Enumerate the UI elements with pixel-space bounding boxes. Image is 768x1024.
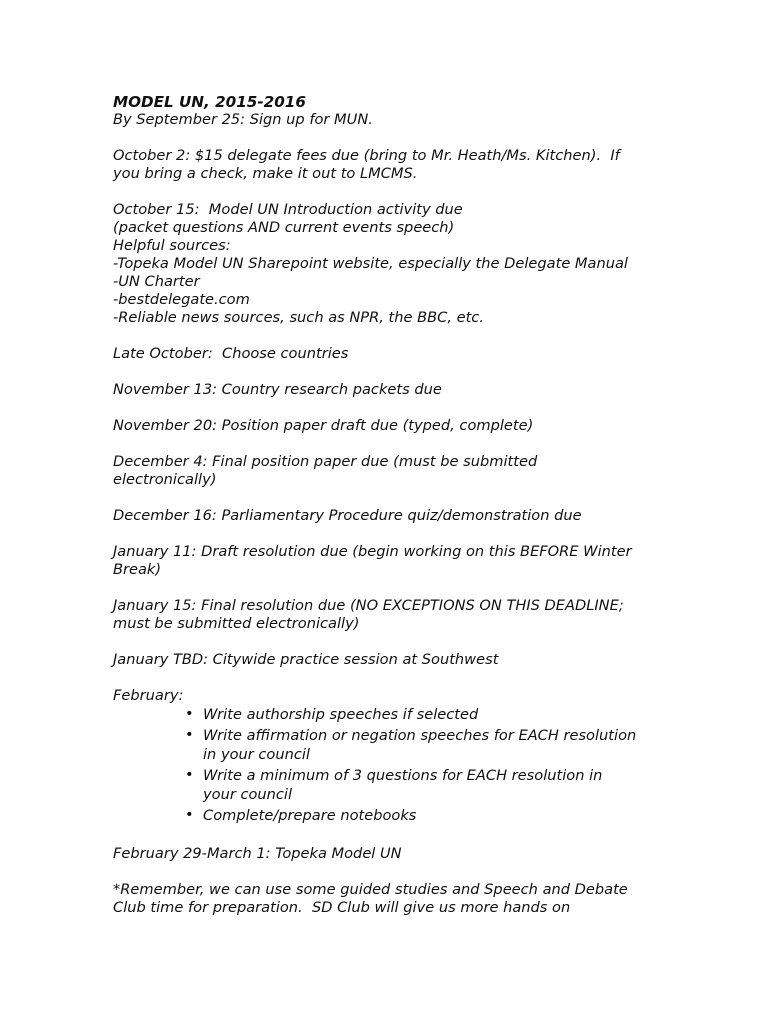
bullet-icon: • (185, 705, 194, 722)
final-resolution-line-1: January 15: Final resolution due (NO EXCEPTIONS ON THIS DEADLINE; (113, 597, 624, 614)
february-item-3-line-2: your council (203, 786, 293, 803)
bullet-icon: • (185, 766, 194, 783)
february-label: February: (113, 687, 184, 704)
draft-resolution-line-2: Break) (113, 561, 162, 578)
fees-entry (113, 147, 673, 183)
bullet-icon: • (185, 726, 194, 743)
remember-line-1: *Remember, we can use some guided studies and Speech and Debate (113, 881, 628, 898)
research-line: November 13: Country research packets due (113, 381, 442, 398)
intro-line-2: (packet questions AND current events speech) (113, 219, 455, 236)
citywide-line: January TBD: Citywide practice session at Southwest (113, 651, 499, 668)
list-item (113, 806, 673, 825)
intro-line-1: October 15: Model UN Introduction activity due (113, 201, 463, 218)
february-item-1-line-1: Write authorship speeches if selected (203, 706, 479, 723)
february-item-2-line-1: Write affirmation or negation speeches for EACH resolution (203, 727, 637, 744)
remember-line-2: Club time for preparation. SD Club will give us more hands on (113, 899, 571, 916)
fees-line-1: October 2: $15 delegate fees due (bring to Mr. Heath/Ms. Kitchen). If (113, 147, 620, 164)
draft-resolution-line-1: January 11: Draft resolution due (begin working on this BEFORE Winter (113, 543, 632, 560)
list-item (113, 726, 673, 764)
february-item-2-line-2: in your council (203, 746, 310, 763)
countries-line: Late October: Choose countries (113, 345, 349, 362)
intro-line-5: -UN Charter (113, 273, 200, 290)
document-title: MODEL UN, 2015-2016 (113, 93, 306, 111)
february-item-4-line-1: Complete/prepare notebooks (203, 807, 417, 824)
list-item (113, 766, 673, 804)
remember-note (113, 881, 673, 917)
final-position-line-1: December 4: Final position paper due (must be submitted (113, 453, 538, 470)
draft-resolution-entry (113, 543, 673, 579)
february-list (113, 705, 673, 825)
february-item-3-line-1: Write a minimum of 3 questions for EACH resolution in (203, 767, 603, 784)
list-item (113, 705, 673, 724)
intro-entry (113, 201, 673, 327)
final-resolution-entry (113, 597, 673, 633)
document-page (113, 93, 673, 917)
fees-line-2: you bring a check, make it out to LMCMS. (113, 165, 418, 182)
final-resolution-line-2: must be submitted electronically) (113, 615, 360, 632)
parliamentary-line: December 16: Parliamentary Procedure quiz/demonstration due (113, 507, 582, 524)
final-position-entry (113, 453, 673, 489)
intro-line-6: -bestdelegate.com (113, 291, 250, 308)
draft-position-line: November 20: Position paper draft due (typed, complete) (113, 417, 534, 434)
bullet-icon: • (185, 806, 194, 823)
intro-line-3: Helpful sources: (113, 237, 231, 254)
signup-line: By September 25: Sign up for MUN. (113, 111, 373, 128)
intro-line-4: -Topeka Model UN Sharepoint website, especially the Delegate Manual (113, 255, 628, 272)
intro-line-7: -Reliable news sources, such as NPR, the BBC, etc. (113, 309, 484, 326)
topeka-line: February 29-March 1: Topeka Model UN (113, 845, 402, 862)
final-position-line-2: electronically) (113, 471, 217, 488)
